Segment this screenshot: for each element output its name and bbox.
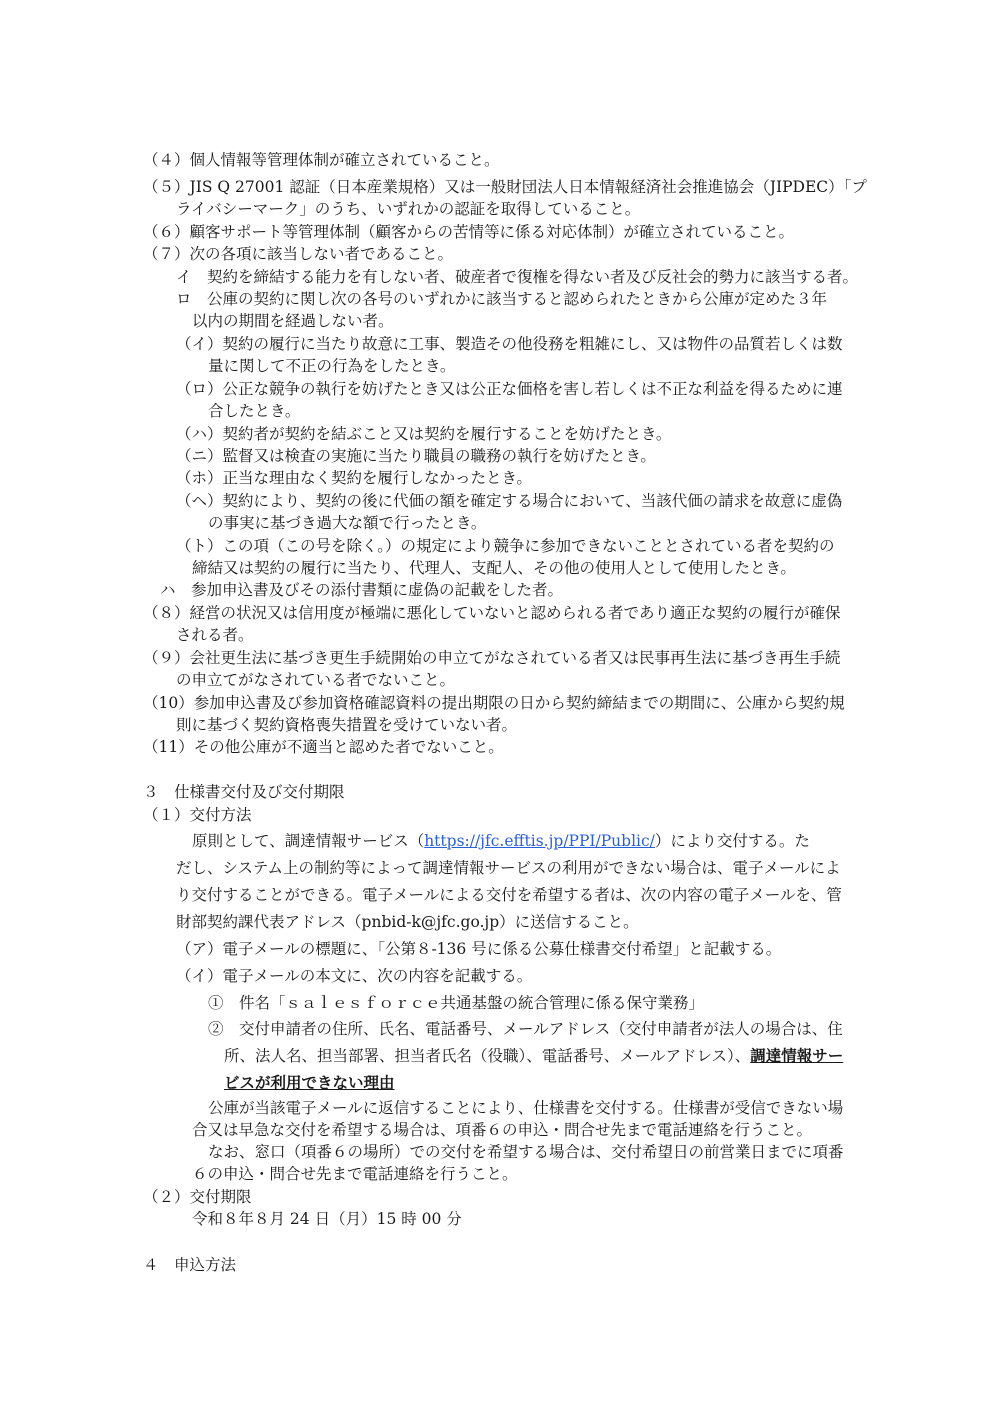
sub-item-i-line-1: （イ）契約の履行に当たり故意に工事、製造その他役務を粗雑にし、又は物件の品質若しくは数	[176, 335, 843, 353]
delivery-deadline-heading: （２）交付期限	[143, 1188, 252, 1206]
delivery-method-heading: （１）交付方法	[143, 806, 252, 824]
email-body-instruction: （イ）電子メールの本文に、次の内容を記載する。	[176, 967, 533, 985]
requirement-8-line-1: （８）経営の状況又は信用度が極端に悪化していないと認められる者であり適正な契約の履行が確保	[143, 604, 841, 622]
requirement-8-line-2: される者。	[176, 626, 254, 644]
sub-item-ha: （ハ）契約者が契約を結ぶこと又は契約を履行することを妨げたとき。	[176, 425, 672, 443]
requirement-7-ro-line-2: 以内の期間を経過しない者。	[192, 312, 394, 330]
counter-paragraph-line-1: なお、窓口（項番６の場所）での交付を希望する場合は、交付希望日の前営業日までに項番	[208, 1143, 844, 1161]
email-body-item-2-line-2	[224, 1045, 843, 1067]
sub-item-ho: （ホ）正当な理由なく契約を履行しなかったとき。	[176, 469, 532, 487]
emphasized-reason-text: 調達情報サー	[750, 1046, 844, 1065]
requirement-5-line-1: （５）JIS Q 27001 認証（日本産業規格）又は一般財団法人日本情報経済社会推進協会（JIPDEC）「プ	[143, 178, 867, 196]
requirement-5-line-2: ライバシーマーク」のうち、いずれかの認証を取得していること。	[176, 200, 641, 218]
requirement-11: （11）その他公庫が不適当と認めた者でないこと。	[143, 738, 504, 756]
sub-item-ro-line-2: 合したとき。	[208, 402, 301, 420]
sub-item-ro-line-1: （ロ）公正な競争の執行を妨げたとき又は公正な価格を害し若しくは不正な利益を得るために連	[176, 380, 843, 398]
requirement-9-line-1: （９）会社更生法に基づき更生手続開始の申立てがなされている者又は民事再生法に基づき再生手続	[143, 649, 841, 667]
delivery-paragraph-text-after-link: ）により交付する。た	[654, 832, 810, 850]
sub-item-i-line-2: 量に関して不正の行為をしたとき。	[208, 357, 456, 375]
requirement-10-line-1: （10）参加申込書及び参加資格確認資料の提出期限の日から契約締結までの期間に、公庫から契約規	[143, 694, 845, 712]
delivery-paragraph-line-3: り交付することができる。電子メールによる交付を希望する者は、次の内容の電子メールを、管	[176, 886, 842, 904]
requirement-7: （７）次の各項に該当しない者であること。	[143, 245, 454, 263]
procurement-service-link[interactable]: https://jfc.efftis.jp/PPI/Public/	[424, 832, 655, 850]
delivery-paragraph-line-4: 財部契約課代表アドレス（pnbid-k@jfc.go.jp）に送信すること。	[176, 913, 639, 931]
delivery-paragraph-text: 原則として、調達情報サービス（	[192, 832, 425, 850]
requirement-10-line-2: 則に基づく契約資格喪失措置を受けていない者。	[176, 716, 518, 734]
requirement-7-ro-line-1: ロ 公庫の契約に関し次の各号のいずれかに該当すると認められたときから公庫が定めた３年	[176, 290, 828, 308]
delivery-deadline-value: 令和８年８月 24 日（月）15 時 00 分	[192, 1210, 462, 1228]
email-subject-instruction: （ア）電子メールの標題に、「公第８-136 号に係る公募仕様書交付希望」と記載する。	[176, 940, 782, 958]
section-3-heading: ３ 仕様書交付及び交付期限	[143, 783, 345, 801]
reply-paragraph-line-1: 公庫が当該電子メールに返信することにより、仕様書を交付する。仕様書が受信できない場	[208, 1099, 844, 1117]
requirement-7-i: イ 契約を締結する能力を有しない者、破産者で復権を得ない者及び反社会的勢力に該当する者。	[176, 268, 859, 286]
requirement-6: （６）顧客サポート等管理体制（顧客からの苦情等に係る対応体制）が確立されていること。	[143, 223, 795, 241]
email-body-item-2-line-1: ② 交付申請者の住所、氏名、電話番号、メールアドレス（交付申請者が法人の場合は、住	[208, 1020, 843, 1038]
requirement-9-line-2: の申立てがなされている者でないこと。	[176, 671, 456, 689]
email-body-item-1: ① 件名「ｓａｌｅｓｆｏｒｃｅ共通基盤の統合管理に係る保守業務」	[208, 994, 705, 1012]
delivery-paragraph-line-1	[192, 830, 810, 852]
requirement-7-ha: ハ 参加申込書及びその添付書類に虚偽の記載をした者。	[160, 581, 564, 599]
sub-item-he-line-2: の事実に基づき過大な額で行ったとき。	[208, 514, 487, 532]
email-body-item-2-line-3	[224, 1072, 395, 1094]
email-body-item-2-text: 所、法人名、担当部署、担当者氏名（役職）、電話番号、メールアドレス）、	[224, 1047, 751, 1065]
emphasized-reason-text-continued: ビスが利用できない理由	[224, 1073, 395, 1092]
counter-paragraph-line-2: ６の申込・問合せ先まで電話連絡を行うこと。	[192, 1165, 518, 1183]
sub-item-to-line-1: （ト）この項（この号を除く。）の規定により競争に参加できないこととされている者を契約の	[176, 537, 835, 555]
sub-item-he-line-1: （ヘ）契約により、契約の後に代価の額を確定する場合において、当該代価の請求を故意に虚偽	[176, 492, 843, 510]
sub-item-to-line-2: 締結又は契約の履行に当たり、代理人、支配人、その他の使用人として使用したとき。	[192, 559, 796, 577]
delivery-paragraph-line-2: だし、システム上の制約等によって調達情報サービスの利用ができない場合は、電子メールによ	[176, 859, 841, 877]
requirement-4: （４）個人情報等管理体制が確立されていること。	[143, 151, 500, 169]
sub-item-ni: （ニ）監督又は検査の実施に当たり職員の職務の執行を妨げたとき。	[176, 447, 656, 465]
section-4-heading: ４ 申込方法	[143, 1256, 237, 1274]
reply-paragraph-line-2: 合又は早急な交付を希望する場合は、項番６の申込・問合せ先まで電話連絡を行うこと。	[192, 1121, 813, 1139]
